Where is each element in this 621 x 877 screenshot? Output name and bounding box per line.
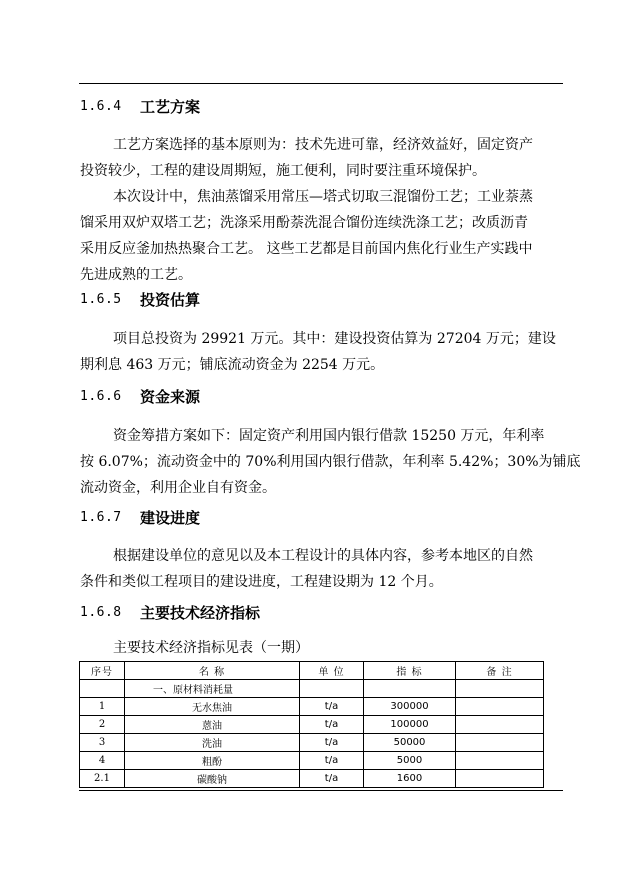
cell-name: 洗油 [125, 734, 300, 752]
cell-seq: 4 [80, 752, 125, 770]
text-line: 馏采用双炉双塔工艺；洗涤采用酚萘洗混合馏份连续洗涤工艺；改质沥青 [80, 215, 528, 231]
header-cell-name: 名 称 [125, 662, 300, 680]
cell-unit: t/a [300, 734, 364, 752]
text-line: 项目总投资为 29921 万元。其中：建设投资估算为 27204 万元；建设 [113, 331, 556, 347]
table-header-row [80, 662, 544, 680]
section-number: 1.6.7 [80, 509, 122, 525]
cell-seq [80, 680, 125, 698]
cell-unit: t/a [300, 716, 364, 734]
cell-value [364, 680, 456, 698]
cell-name: 碳酸钠 [125, 770, 300, 788]
text-line: 采用反应釜加热热聚合工艺。 这些工艺都是目前国内焦化行业生产实践中 [80, 241, 533, 257]
table-row [80, 680, 544, 698]
paragraph-investment [80, 326, 564, 378]
section-heading-process [80, 95, 200, 117]
header-cell-value: 指 标 [364, 662, 456, 680]
text-line: 工艺方案选择的基本原则为：技术先进可靠，经济效益好，固定资产 [113, 137, 533, 153]
section-number: 1.6.4 [80, 98, 122, 114]
table-row [80, 734, 544, 752]
paragraph-schedule [80, 543, 564, 595]
section-title: 投资估算 [140, 290, 201, 309]
section-heading-schedule [80, 506, 200, 528]
table-row [80, 716, 544, 734]
text-line: 条件和类似工程项目的建设进度，工程建设期为 12 个月。 [80, 574, 443, 590]
text-line: 根据建设单位的意见以及本工程设计的具体内容，参考本地区的自然 [113, 548, 533, 564]
cell-seq: 1 [80, 698, 125, 716]
section-title: 建设进度 [140, 508, 201, 527]
section-number: 1.6.8 [80, 604, 122, 620]
cell-unit [300, 680, 364, 698]
cell-name: 一、原材料消耗量 [125, 680, 300, 698]
section-title: 资金来源 [140, 387, 201, 406]
cell-value: 300000 [364, 698, 456, 716]
cell-note [456, 680, 544, 698]
cell-note [456, 698, 544, 716]
header-cell-unit: 单 位 [300, 662, 364, 680]
cell-seq: 2.1 [80, 770, 125, 788]
cell-note [456, 770, 544, 788]
indicators-table [79, 661, 544, 788]
cell-note [456, 734, 544, 752]
paragraph-process [80, 132, 564, 288]
cell-value: 100000 [364, 716, 456, 734]
text-line: 投资较少，工程的建设周期短，施工便利，同时要注重环境保护。 [80, 163, 486, 179]
cell-unit: t/a [300, 698, 364, 716]
cell-note [456, 752, 544, 770]
cell-seq: 2 [80, 716, 125, 734]
text-line: 先进成熟的工艺。 [80, 267, 192, 283]
text-line: 期利息 463 万元；铺底流动资金为 2254 万元。 [80, 357, 385, 373]
header-cell-seq: 序号 [80, 662, 125, 680]
text-line: 资金筹措方案如下：固定资产利用国内银行借款 15250 万元，年利率 [113, 428, 545, 444]
section-number: 1.6.5 [80, 291, 122, 307]
header-rule [79, 83, 563, 84]
section-number: 1.6.6 [80, 388, 122, 404]
cell-note [456, 716, 544, 734]
table-caption: 主要技术经济指标见表（一期） [113, 640, 309, 656]
cell-value: 1600 [364, 770, 456, 788]
table-row [80, 770, 544, 788]
cell-value: 5000 [364, 752, 456, 770]
table-row [80, 698, 544, 716]
section-title: 主要技术经济指标 [140, 603, 261, 622]
section-title: 工艺方案 [140, 97, 201, 116]
header-cell-note: 备 注 [456, 662, 544, 680]
cell-name: 粗酚 [125, 752, 300, 770]
text-line: 流动资金，利用企业自有资金。 [80, 480, 276, 496]
cell-name: 蒽油 [125, 716, 300, 734]
footer-rule [79, 790, 563, 791]
section-heading-indicators [80, 601, 260, 623]
cell-seq: 3 [80, 734, 125, 752]
cell-name: 无水焦油 [125, 698, 300, 716]
paragraph-funding [80, 423, 581, 501]
cell-value: 50000 [364, 734, 456, 752]
cell-unit: t/a [300, 752, 364, 770]
text-line: 本次设计中，焦油蒸馏采用常压—塔式切取三混馏份工艺；工业萘蒸 [113, 189, 533, 205]
table-row [80, 752, 544, 770]
cell-unit: t/a [300, 770, 364, 788]
section-heading-funding [80, 385, 200, 407]
section-heading-investment [80, 288, 200, 310]
text-line: 按 6.07%；流动资金中的 70%利用国内银行借款，年利率 5.42%；30%为铺底 [80, 454, 581, 470]
